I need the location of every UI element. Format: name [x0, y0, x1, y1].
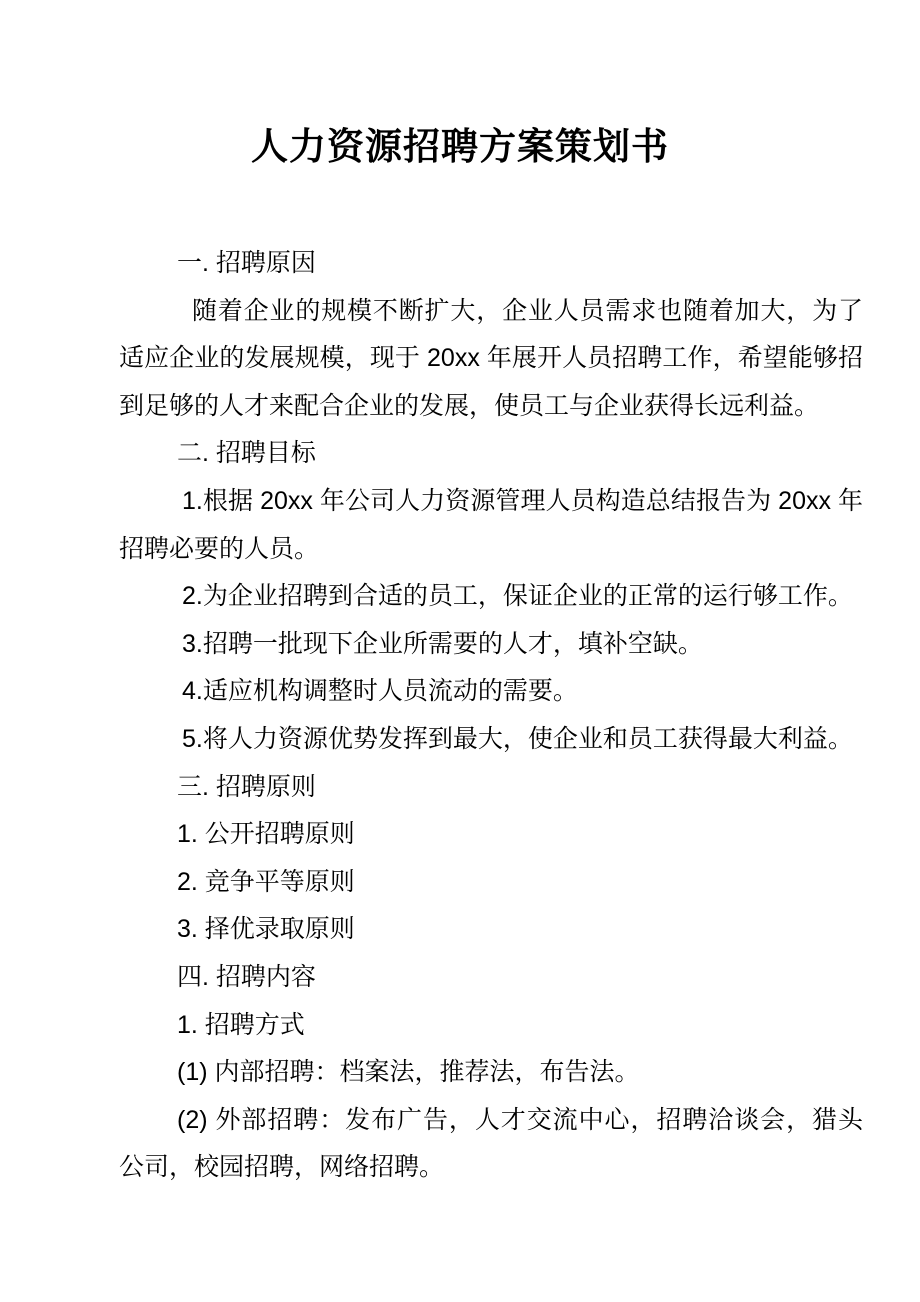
list-item: 2. 竞争平等原则 — [177, 867, 355, 896]
numbered-paragraph: 5.将人力资源优势发挥到最大，使企业和员工获得最大利益。 — [182, 724, 853, 753]
numbered-paragraph: 4.适应机构调整时人员流动的需要。 — [182, 677, 578, 706]
section-heading: 二. 招聘目标 — [177, 439, 316, 468]
numbered-paragraph: 3.招聘一批现下企业所需要的人才，填补空缺。 — [182, 629, 703, 658]
document-body — [119, 240, 863, 1192]
list-item: (2) 外部招聘：发布广告，人才交流中心，招聘洽谈会，猎头公司，校园招聘，网络招聘。 — [119, 1105, 863, 1182]
list-item: 1. 公开招聘原则 — [177, 820, 355, 849]
document-title: 人力资源招聘方案策划书 — [251, 127, 669, 168]
list-item: 3. 择优录取原则 — [177, 915, 355, 944]
list-item: 1. 招聘方式 — [177, 1010, 305, 1039]
list-item: (1) 内部招聘：档案法，推荐法，布告法。 — [177, 1058, 640, 1087]
section-heading: 一. 招聘原因 — [177, 249, 316, 277]
numbered-paragraph: 1.根据 20xx 年公司人力资源管理人员构造总结报告为 20xx 年招聘必要的人员。 — [119, 486, 863, 563]
section-heading: 三. 招聘原则 — [177, 772, 316, 801]
body-paragraph: 随着企业的规模不断扩大，企业人员需求也随着加大，为了适应企业的发展规模，现于 20xx 年展开人员招聘工作，希望能够招到足够的人才来配合企业的发展，使员工与企业获得长远利益。 — [119, 296, 863, 420]
section-heading: 四. 招聘内容 — [177, 962, 316, 991]
numbered-paragraph: 2.为企业招聘到合适的员工，保证企业的正常的运行够工作。 — [182, 582, 853, 611]
